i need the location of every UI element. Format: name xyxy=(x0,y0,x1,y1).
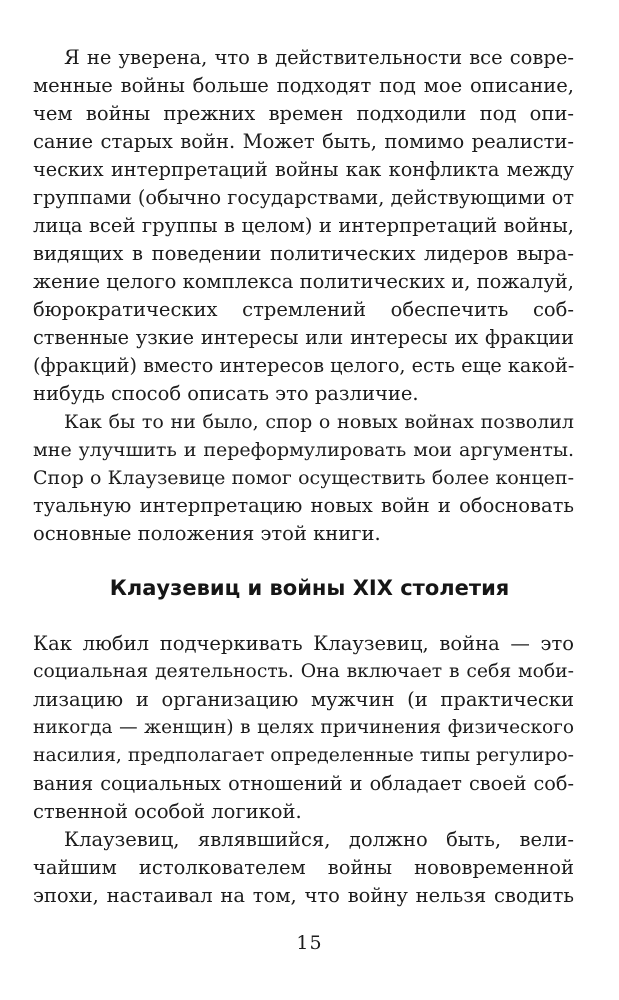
text-line: видящих в поведении политических лидеров выра- xyxy=(33,242,574,265)
text-line: чайшим истолкователем войны нововременной xyxy=(33,856,574,879)
text-line: социальная деятельность. Она включает в себя моби- xyxy=(33,661,574,682)
text-line: основные положения этой книги. xyxy=(33,522,381,545)
text-line: Как бы то ни было, спор о новых войнах позволил xyxy=(64,411,574,433)
text-line: ственной особой логикой. xyxy=(33,800,302,823)
text-line: лизацию и организацию мужчин (и практически xyxy=(33,688,574,711)
text-line: туальную интерпретацию новых войн и обосновать xyxy=(33,494,574,517)
section-heading: Клаузевиц и войны XIX столетия xyxy=(109,576,510,600)
text-line: Как любил подчеркивать Клаузевиц, война — это xyxy=(33,632,574,655)
text-line: нибудь способ описать это различие. xyxy=(33,382,419,405)
text-line: жение целого комплекса политических и, пожалуй, xyxy=(33,270,574,293)
text-line: вания социальных отношений и обладает своей соб- xyxy=(33,772,574,795)
text-line: Клаузевиц, являвшийся, должно быть, вели- xyxy=(64,828,574,851)
text-line: лица всей группы в целом) и интерпретаций войны, xyxy=(33,214,574,237)
page-number: 15 xyxy=(296,932,323,954)
text-line: бюрократических стремлений обеспечить соб- xyxy=(33,298,574,321)
text-line: насилия, предполагает определенные типы регулиро- xyxy=(33,745,575,766)
text-line: группами (обычно государствами, действующими от xyxy=(33,186,574,209)
text-line: Спор о Клаузевице помог осуществить более концеп- xyxy=(33,467,574,489)
text-line: Я не уверена, что в действительности все совре- xyxy=(64,46,574,69)
text-line: менные войны больше подходят под мое описание, xyxy=(33,74,574,97)
text-line: сание старых войн. Может быть, помимо реалисти- xyxy=(33,130,574,153)
text-line: эпохи, настаивал на том, что войну нельзя сводить xyxy=(33,884,574,907)
text-line: ческих интерпретаций войны как конфликта между xyxy=(33,158,574,181)
text-line: мне улучшить и переформулировать мои аргументы. xyxy=(33,439,574,461)
text-line: ственные узкие интересы или интересы их фракции xyxy=(33,326,574,349)
text-line: никогда — женщин) в целях причинения физического xyxy=(33,717,574,738)
text-line: (фракций) вместо интересов целого, есть еще какой- xyxy=(33,354,575,377)
text-line: чем войны прежних времен подходили под опи- xyxy=(33,102,574,125)
